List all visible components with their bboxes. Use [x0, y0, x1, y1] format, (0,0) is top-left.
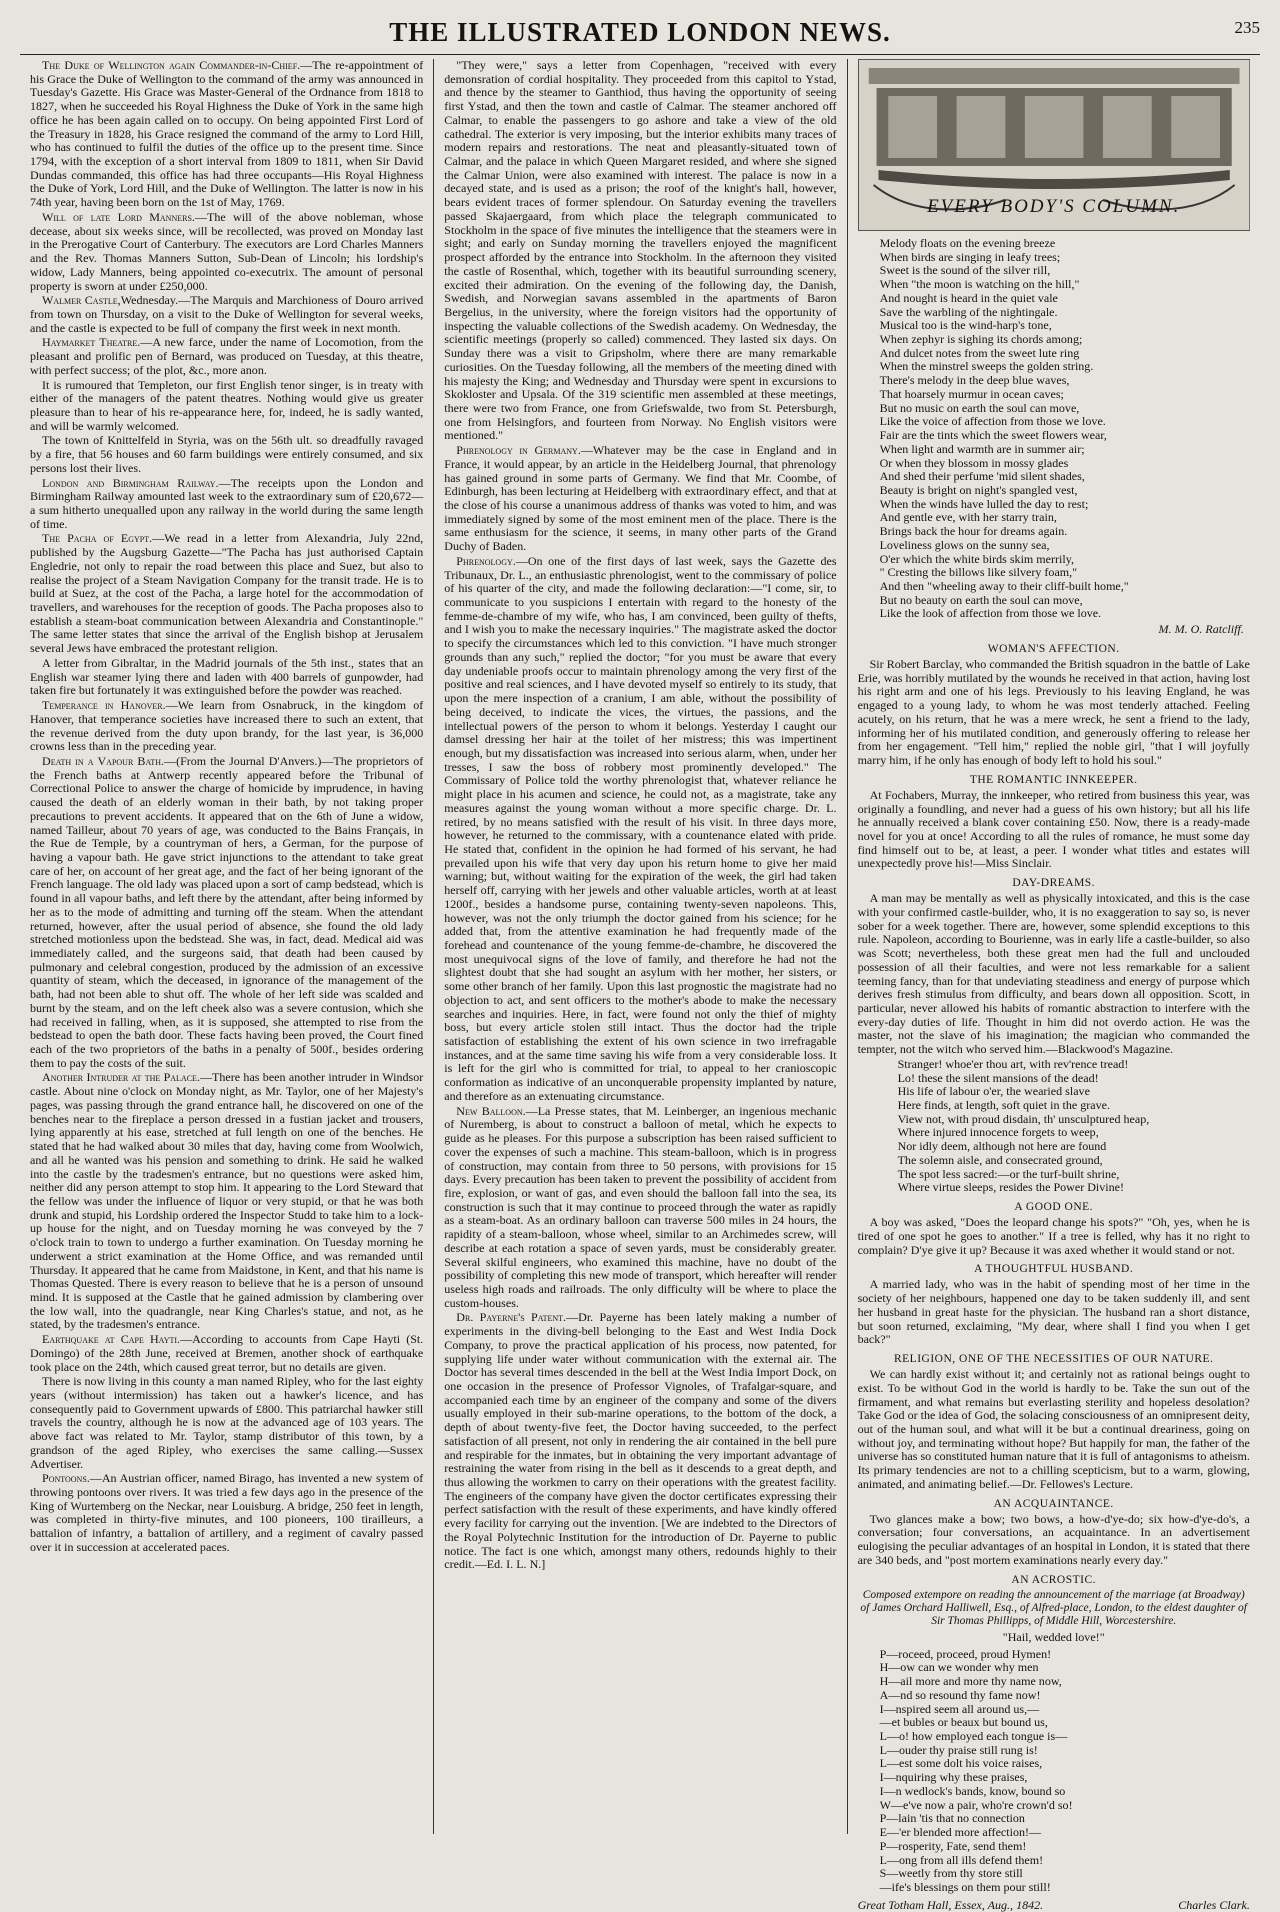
- section-title: AN ACQUAINTANCE.: [993, 1497, 1114, 1510]
- sections-group-1: [858, 643, 1250, 1057]
- article-heading: Haymarket Theatre.: [42, 335, 141, 350]
- article-body: "They were," says a letter from Copenhagen, "received with every demonsration of cordial hospitality. They proceeded from this capitol to Ystad, and thence by the steamer to Ganthiod, thus having the opportunity of seeing first Ystad, and then the town and castle of Calmar. The steamer anchored off Calmar, to enable the passengers to go ashore and take a view of the old cathedral. The exterior is very imposing, but the interior exhibits many traces of modern repairs and restorations. The neat and pleasantly-situated town of Calmar, and the palace in which Queen Margaret resided, and where she signed the Calmar Union, were also examined with interest. The palace is now in a decayed state, and is used as a prison; the roof of the knight's hall, however, bears evident traces of former splendour. On Saturday evening the travellers passed Skajaergaard, from which place the telegraph communicated to Stockholm in the space of five minutes the intelligence that the steamers were in sight; and early on Sunday morning the travellers enjoyed the magnificent prospect afforded by the entrance into Stockholm. In the afternoon they visited the castle of Rosenthal, which, together with its beautiful surrounding scenery, excited their admiration. On the evening of the following day, the Danish, Swedish, and Norwegian savans assembled in the apartments of Baron Bergelius, in the university, where the foreign visitors had the opportunity of inspecting the valuable collections of the Swedish academy. On Wednesday, the scientific meetings (properly so called) commenced. They lasted six days. On Sunday there was a visit to Gripsholm, where there are many remarkable curiosities. On the Tuesday following, all the members of the meeting dined with his majesty the King; and Wednesday and Thursday were spent in excursions to Skokloster and Upsala. Of the 319 scientific men assembled at these meetings, there were two from France, one from Griefswalde, two from St. Petersburgh, one from Helsingfors, and fourteen from Norway. No English visitors were mentioned.": [444, 58, 837, 443]
- poem-line: E—'er blended more affection!—: [879, 1825, 1042, 1840]
- masthead: [20, 14, 1260, 55]
- poem-line: Or when they blossom in mossy glades: [879, 455, 1069, 470]
- poem-line: And shed their perfume 'mid silent shades,: [879, 469, 1085, 484]
- article-paragraph: [444, 1105, 836, 1311]
- poem-line: Brings back the hour for dreams again.: [879, 524, 1068, 539]
- article-body: A letter from Gibraltar, in the Madrid journals of the 5th inst., states that an English war steamer lying there and laden with 400 barrels of gunpowder, had taken fire but fortunately it was extinguished before the powder was reached.: [30, 655, 424, 698]
- poem-line: Melody floats on the evening breeze: [879, 236, 1056, 250]
- poem-line: " Cresting the billows like silvery foam,": [879, 565, 1078, 580]
- poem-line: Where virtue sleeps, resides the Power Divine!: [897, 1180, 1125, 1195]
- poem-line: Like the look of affection from those we love.: [879, 606, 1102, 621]
- poem-line: When the winds have lulled the day to rest;: [879, 496, 1089, 511]
- article-paragraph: [30, 657, 423, 698]
- newspaper-page: [20, 14, 1260, 1912]
- acrostic-closing: [858, 1899, 1250, 1912]
- article-body: —The will of the above nobleman, whose decease, about six weeks since, will be recollected, was proved on Monday last in the Prerogative Court of Canterbury. The executors are Lord Charles Manners and the Rev. Thomas Manners Sutton, Sub-Dean of Lincoln; his lordship's widow, Lady Manners, being appointed co-executrix. The amount of personal property is sworn at under £250,000.: [30, 209, 424, 293]
- article-paragraph: [444, 555, 836, 1104]
- article-body: —According to accounts from Cape Hayti (St. Domingo) of the 28th June, received at Bremen, another shock of earthquake took place on the 24th, which caused great terror, but no details are given.: [30, 1332, 424, 1374]
- article-heading: London and Birmingham Railway.: [42, 475, 219, 490]
- poem-line: Stranger! whoe'er thou art, with rev'rence tread!: [897, 1056, 1129, 1071]
- every-bodys-column-banner: [858, 59, 1250, 231]
- poem-line: A—nd so resound thy fame now!: [879, 1687, 1041, 1702]
- section-title: THE ROMANTIC INNKEEPER.: [969, 773, 1138, 786]
- poem-line: P—roceed, proceed, proud Hymen!: [879, 1646, 1052, 1661]
- article-heading: Death in a Vapour Bath.: [42, 753, 165, 768]
- poem-line: Lo! these the silent mansions of the dead!: [897, 1070, 1099, 1085]
- poem-line: P—lain 'tis that no connection: [879, 1811, 1025, 1826]
- poem-line: And then "wheeling away to their cliff-built home,": [879, 578, 1129, 593]
- section-title: AN ACROSTIC.: [1011, 1573, 1096, 1586]
- article-body: There is now living in this county a man named Ripley, who for the last eighty years (without intermission) has taken out a hawker's licence, and has consequently paid to Government upwards of £800. This patriarchal hawker still travels the country, although he is now at the advanced age of 103 years. The above fact was related to Mr. Taylor, stamp distributor of this town, by a grandson of the aged Ripley, who exercises the same calling.—Sussex Advertiser.: [30, 1374, 424, 1471]
- poem-line: —et bubles or beaux but bound us,: [879, 1715, 1048, 1730]
- article-heading: Earthquake at Cape Hayti.: [42, 1332, 181, 1347]
- section-body: A married lady, who was in the habit of spending most of her time in the society of her neighbours, happened one day to be taken suddenly ill, and sent her husband in great haste for the physician. The husband ran a short distance, but soon returned, exclaiming, "My dear, where shall I find you when I get back?": [857, 1277, 1250, 1347]
- article-heading: Phrenology.: [456, 553, 516, 568]
- columns: [20, 58, 1260, 1912]
- article-body: —We learn from Osnabruck, in the kingdom of Hanover, that temperance societies have increased there to such an extent, that the revenue derived from the duty upon brandy, for the last year, is 36,000 crowns less than in the preceding year.: [30, 698, 424, 754]
- poem-line: L—est some dolt his voice raises,: [879, 1756, 1043, 1771]
- closing-name: Charles Clark.: [1178, 1897, 1250, 1912]
- article-paragraph: [30, 379, 423, 434]
- poem-line: Where injured innocence forgets to weep,: [897, 1125, 1099, 1140]
- poem-line: When birds are singing in leafy trees;: [879, 249, 1061, 264]
- article-heading: Dr. Payerne's Patent.: [456, 1310, 567, 1325]
- acrostic-heading: "Hail, wedded love!": [1002, 1630, 1105, 1645]
- poem-line: H—ail more and more thy name now,: [879, 1674, 1062, 1689]
- poem-line: H—ow can we wonder why men: [879, 1660, 1039, 1675]
- poem-stranger: [858, 1058, 1250, 1195]
- article-heading: Another Intruder at the Palace.: [42, 1070, 200, 1085]
- article-paragraph: [30, 699, 423, 754]
- article-paragraph: [30, 1375, 423, 1471]
- section-body: Two glances make a bow; two bows, a how-d'ye-do; six how-d'ye-do's, a conversation; four conversations, an acquaintance. In an advertisement eulogising the peculiar advantages of an hospital in London, it is stated that there are 340 beds, and "post mortem examinations nearly every day.": [857, 1511, 1250, 1567]
- poem-line: Loveliness glows on the sunny sea,: [879, 537, 1050, 552]
- section-title: RELIGION, ONE OF THE NECESSITIES OF OUR NATURE.: [893, 1353, 1214, 1366]
- article-paragraph: [30, 59, 423, 210]
- article-paragraph: [30, 1071, 423, 1332]
- poem-line: —ife's blessings on them pour still!: [879, 1879, 1051, 1894]
- article-body: Wednesday.—The Marquis and Marchioness of Douro arrived from town on Thursday, on a visit to the Duke of Wellington for several weeks, and the castle is expected to be full of company the first week in next month.: [30, 293, 424, 335]
- poem-line: When "the moon is watching on the hill,": [879, 277, 1080, 292]
- article-body: It is rumoured that Templeton, our first English tenor singer, is in treaty with either of the managers of the patent theatres. Nothing would give us greater pleasure than to hear of his re-appearance here, for, indeed, he is sadly wanted, and will be warmly welcomed.: [30, 377, 424, 433]
- article-body: The town of Knittelfeld in Styria, was on the 56th ult. so dreadfully ravaged by a fire, that 56 houses and 60 farm buildings were entirely consumed, and six persons lost their lives.: [30, 433, 424, 475]
- poem-line: Musical too is the wind-harp's tone,: [879, 318, 1052, 333]
- poem-line: Nor idly deem, although not here are found: [897, 1139, 1107, 1154]
- section-title: DAY-DREAMS.: [1012, 877, 1096, 890]
- poem-line: The solemn aisle, and consecrated ground,: [897, 1152, 1103, 1167]
- poem-line: L—ouder thy praise still rung is!: [879, 1742, 1038, 1757]
- section-body: Sir Robert Barclay, who commanded the British squadron in the battle of Lake Erie, was horribly mutilated by the wounds he received in that action, having lost his right arm and one of his legs. Previously to his leaving England, he was engaged to a young lady, to whom he was most tenderly attached. Feeling acutely, on his return, that he was a mere wreck, he sent a friend to the lady, informing her of his mutilated condition, and generously offering to release her from her engagement. "Tell him," replied the noble girl, "that I will joyfully marry him, if he only has enough of body left to hold his soul.": [857, 656, 1250, 767]
- banner-title: EVERY BODY'S COLUMN.: [927, 196, 1181, 218]
- article-body: —An Austrian officer, named Birago, has invented a new system of throwing pontoons over rivers. It was tried a few days ago in the presence of the King of Wurtemberg on the Neckar, near Louisburg. A bridge, 250 feet in length, was completed in thirty-five minutes, and 100 pioneers, 100 tirailleurs, a battalion of infantry, a battalion of artillery, and a regiment of cavalry passed over it in succession at accelerated paces.: [30, 1471, 424, 1554]
- column-3: [847, 59, 1260, 1912]
- poem-line: L—ong from all ills defend them!: [879, 1852, 1044, 1867]
- poem-line: L—o! how employed each tongue is—: [879, 1729, 1068, 1744]
- section-title: WOMAN'S AFFECTION.: [987, 642, 1120, 655]
- poem-line: But no beauty on earth the soul can move,: [879, 592, 1083, 607]
- article-body: —Whatever may be the case in England and in France, it would appear, by an article in the Heidelberg Journal, that phrenology has gained ground in some parts of Germany. We find that Mr. Coombe, of Edinburgh, has been lecturing at Heidelberg with extraordinary effect, and that at the close of his course a unanimous address of thanks was voted to him, and was immediately signed by some of the most eminent men of the place. There is the same enthusiasm for the science, it seems, in many other parts of the Grand Duchy of Baden.: [444, 443, 837, 554]
- poem-line: I—n wedlock's bands, know, bound so: [879, 1783, 1066, 1798]
- poem-line: Beauty is bright on night's spangled vest,: [879, 482, 1078, 497]
- section-title: A THOUGHTFUL HUSBAND.: [974, 1263, 1134, 1276]
- poem-line: I—nquiring why these praises,: [879, 1770, 1028, 1785]
- poem-line: Save the warbling of the nightingale.: [879, 304, 1058, 319]
- column-1: [20, 59, 433, 1834]
- poem-line: When light and warmth are in summer air;: [879, 441, 1085, 456]
- acrostic-intro: Composed extempore on reading the announcement of the marriage (at Broadway) of James Orchard Halliwell, Esq., of Alfred-place, London, to the eldest daughter of Sir Thomas Phillipps, of Middle Hill, Worcestershire.: [860, 1588, 1247, 1627]
- article-paragraph: [30, 211, 423, 293]
- article-heading: Temperance in Hanover.: [42, 698, 166, 713]
- poem-melody: [858, 237, 1250, 621]
- article-paragraph: [30, 755, 423, 1071]
- section-title: A GOOD ONE.: [1014, 1201, 1094, 1214]
- page-number: 235: [1234, 18, 1260, 37]
- article-heading: Phrenology in Germany.: [456, 443, 581, 458]
- article-paragraph: [30, 336, 423, 377]
- article-heading: Will of late Lord Manners.: [42, 209, 195, 224]
- poem-line: When zephyr is sighing its chords among;: [879, 332, 1083, 347]
- poem-line: O'er which the white birds skim merrily,: [879, 551, 1074, 566]
- article-heading: Walmer Castle,: [42, 293, 121, 308]
- poem-line: That hoarsely murmur in ocean caves;: [879, 386, 1064, 401]
- closing-place: Great Totham Hall, Essex, Aug., 1842.: [857, 1897, 1044, 1912]
- poem-line: There's melody in the deep blue waves,: [879, 373, 1070, 388]
- poem-line: I—nspired seem all around us,—: [879, 1701, 1040, 1716]
- poem-line: And dulcet notes from the sweet lute ring: [879, 345, 1080, 360]
- article-paragraph: [444, 59, 836, 443]
- poem-line: And gentle eve, with her starry train,: [879, 510, 1057, 525]
- section-body: We can hardly exist without it; and certainly not as rational beings ought to exist. To be without God in the world is hardly to be. Take the sun out of the firmament, and what remains but everlasting sterility and hopeless desolation? Take God or the idea of God, the solacing consciousness of an omnipresent deity, out of the human soul, and what will it be but a continual dreariness, going on without joy, and terminating without hope? But happily for man, the father of the universe has so constituted human nature that it is full of antagonisms to atheism. Its primary tendencies are not to a chilling scepticism, but to a warm, glowing, animated, and animating belief.—Dr. Fellowes's Lecture.: [857, 1367, 1250, 1491]
- section-body: At Fochabers, Murray, the innkeeper, who retired from business this year, was originally a foundling, and never had a guess of his own history; but all his life he annually received a blank cover containing £50. Now, there is a ready-made novel for you at once! According to all the rules of romance, he must some day find himself out to be, at least, a peer. I wonder what titles and estates will unexpectedly prove his!—Miss Sinclair.: [857, 787, 1250, 871]
- article-body: —La Presse states, that M. Leinberger, an ingenious mechanic of Nuremberg, is about to construct a balloon of metal, which he expects to guide as he pleases. For this purpose a subscription has been raised sufficient to cover the expenses of such a machine. This steam-balloon, which is in progress of construction, may contain from three to 50 persons, with provisions for 15 days. Every precaution has been taken to prevent the possibility of accident from fire, explosion, or want of gas, and even should the balloon fall into the sea, its construction is such that it may continue to proceed through the water as rapidly as a steam-boat. As an ordinary balloon can traverse 500 miles in 24 hours, the rapidity of a steam-balloon, whose wheel, similar to an Archimedes screw, will describe at each rotation a space of seven yards, must be considerably greater. Several skilful engineers, who examined this machine, have no doubt of the possibility of completing this new mode of transport, which hereafter will render useless high roads and railroads. The only difficulty will be where to place the custom-houses.: [444, 1103, 837, 1310]
- article-paragraph: [30, 294, 423, 335]
- article-heading: The Duke of Wellington again Commander-in-Chief.: [42, 58, 301, 72]
- poem-line: Sweet is the sound of the silver rill,: [879, 263, 1051, 278]
- article-heading: New Balloon.: [456, 1103, 526, 1118]
- poem-line: But no music on earth the soul can move,: [879, 400, 1080, 415]
- article-paragraph: [444, 444, 836, 554]
- column-2: [433, 59, 846, 1834]
- poem-line: And nought is heard in the quiet vale: [879, 290, 1058, 305]
- article-paragraph: [30, 532, 423, 655]
- article-body: —There has been another intruder in Windsor castle. About nine o'clock on Monday night, as Mr. Taylor, one of her Majesty's pages, was passing through the grand entrance hall, he discovered on one of the benches near to the fireplace a person dressed in a fustian jacket and trousers, lying apparently at his ease, stretched at full length on one of the benches. He stated that he had walked about 30 miles that day, having come from Woolwich, and all he wanted was his pension and something to drink. He said he walked into the castle by the tradesmen's entrance, but no questions were asked him, neither did any person attempt to stop him. It appearing to the Lord Steward that the fellow was under the influence of liquor or very stupid, or that he was both drunk and stupid, his Lordship ordered the Inspector Studd to take him to a lock-up house for the night, and on Tuesday morning he was conveyed by the 7 o'clock train to town to undergo a further examination. On Tuesday morning he underwent a strict examination at the Home Office, and was remanded until Thursday. It appeared that he came from Maidstone, in Kent, and that his name is Thomas Quested. There is every reason to believe that he is a person of unsound mind. It is supposed at the Castle that he gained admission by clambering over the low wall, into the quadrangle, near King Charles's statue, and not, as he stated, by the tradesmen's entrance.: [30, 1070, 424, 1332]
- poem-line: P—rosperity, Fate, send them!: [879, 1838, 1027, 1853]
- poem-line: View not, with proud disdain, th' unsculptured heap,: [897, 1111, 1150, 1126]
- article-heading: Pontoons.: [42, 1471, 90, 1486]
- acrostic-poem: [858, 1648, 1250, 1895]
- article-body: —(From the Journal D'Anvers.)—The proprietors of the French baths at Antwerp recently appeared before the Tribunal of Correctional Police to answer the charge of homicide by imprudence, in having caused the death of an elderly woman in their bath, by not taking proper precautions to prevent accidents. It appeared that on the 6th of June a widow, named Tailleur, about 70 years of age, was conducted to the Bains Français, in the Rue de Temple, by a countryman of hers, a German, for the purpose of having a vapour bath. He gave strict injunctions to the attendant to take great care of her, on account of her great age, and the fact of her being ignorant of the French language. The old lady was placed upon a sort of camp bedstead, which is found in all vapour baths, and left there by the attendant, after being informed by her as to the mode of admitting and turning off the steam. When the attendant returned, however, after the usual period of absence, she found the old lady stretched motionless upon the bedstead. She was, in fact, dead. Medical aid was immediately called, and the surgeons said, that death had been caused by pulmonary and celebral congestion, produced by the admission of an excessive quantity of steam, which the deceased, in ignorance of the management of the bath, had not been able to shut off. The whole of her left side was scalded and burnt by the steam, and on the left cheek also was a severe contusion, which she had received in falling, when, as it is supposed, she attempted to rise from the bedstead to open the bath door. These facts having been proved, the Court fined each of the two proprietors of the baths in a penalty of 500f., besides ordering them to pay the costs of the suit.: [30, 753, 424, 1070]
- poem-line: When the minstrel sweeps the golden string.: [879, 359, 1094, 374]
- article-paragraph: [30, 1333, 423, 1374]
- poem-line: Like the voice of affection from those we love.: [879, 414, 1106, 429]
- section-body: A boy was asked, "Does the leopard change his spots?" "Oh, yes, when he is tired of one spot he goes to another." If a tree is felled, why has it no right to complain? D'ye give it up? Because it was axed whether it would stand or not.: [857, 1215, 1250, 1257]
- poem-signature: M. M. O. Ratcliff.: [1158, 622, 1244, 637]
- article-body: —A new farce, under the name of Locomotion, from the pleasant and prolific pen of Bernard, was produced on Tuesday, at this theatre, with perfect success; of the plot, &c., more anon.: [30, 335, 424, 377]
- article-paragraph: [30, 1472, 423, 1554]
- sections-group-2: [858, 1201, 1250, 1587]
- article-paragraph: [30, 434, 423, 475]
- poem-line: Fair are the tints which the sweet flowers wear,: [879, 428, 1107, 443]
- article-body: —We read in a letter from Alexandria, July 22nd, published by the Augsburg Gazette—"The Pacha has just authorised Captain Engledrie, not only to repair the road between this place and Suez, but also to realise the project of a Steam Navigation Company for the transit trade. He is to build at Suez, at the cost of the Pacha, a large hotel for the accommodation of travellers, and warehouses for the reception of goods. The Pacha proposes also to establish a steam-boat communication between Alexandria and Constantinople." The same letter states that since the arrival of the English bishop at Jerusalem several Jews have embraced the protestant religion.: [30, 531, 424, 656]
- article-body: —The re-appointment of his Grace the Duke of Wellington to the command of the army was announced in Tuesday's Gazette. His Grace was Master-General of the Ordnance from 1818 to 1827, when he succeeded his Royal Highness the Duke of York in the same high office he has been again called on to occupy. On being appointed First Lord of the Treasury in 1828, his Grace resigned the command of the army to Lord Hill, who has continued to fulfil the duties of the office up to the present time. Since 1794, with the exception of a short interval from 1809 to 1811, when Sir David Dundas commanded, this office has had three occupants—His Royal Highness the Duke of York, Lord Hill, and the Duke of Wellington. The latter is now in his 74th year, having been born on the 1st of May, 1769.: [30, 58, 424, 210]
- poem-line: S—weetly from thy store still: [879, 1866, 1023, 1881]
- poem-line: The spot less sacred:—or the turf-built shrine,: [897, 1166, 1120, 1181]
- article-body: —The receipts upon the London and Birmingham Railway amounted last week to the extraordinary sum of £20,672—a sum hitherto unequalled upon any railway in the world during the same length of time.: [30, 475, 424, 531]
- poem-line: Here finds, at length, soft quiet in the grave.: [897, 1098, 1110, 1113]
- poem-line: W—e've now a pair, who're crown'd so!: [879, 1797, 1073, 1812]
- section-body: A man may be mentally as well as physically intoxicated, and this is the case with your confirmed castle-builder, who, it is no exaggeration to say so, is never sober for a week together. There are, however, some splendid exceptions to this rule. Napoleon, according to Bourienne, was in early life a castle-builder, so also was Scott; nevertheless, both these great men had the full and unclouded possession of all their faculties, and were not less remarkable for a salient teeming fancy, than for that undeviating steadiness and energy of purpose which derives fresh stimulus from difficulty, and bears down all opposition. Scott, in particular, never allowed his habits of romantic abstraction to interfere with the every-day duties of life. Thought in him did not overdo action. He was the master, not the slave of his imagination; the magician who commanded the tempter, not the witch who served him.—Blackwood's Magazine.: [857, 891, 1250, 1057]
- article-body: —Dr. Payerne has been lately making a number of experiments in the diving-bell belonging to the East and West India Dock Company, to prove the practical application of his process, now patented, for supplying life under water without communication with the external air. The Doctor has several times descended in the bell at the West India Import Dock, on one occasion in the presence of Professor Vignoles, of Trafalgar-square, and accompanied each time by an engineer of the company and some of the divers usually employed in their sub-marine operations, to the bottom of the dock, a depth of about twenty-five feet, the Doctor having succeeded, to the perfect satisfaction of all present, not only in rendering the air contained in the bell pure and respirable for the inmates, but in obtaining the very important advantage of restraining the water from rising in the bell as it descends to a great depth, and thus allowing the workmen to carry on their operations with the greatest facility. The engineers of the company have given the doctor certificates expressing their perfect satisfaction with the result of these experiments, and have kindly offered every facility for carrying out the invention. [We are indebted to the Directors of the Royal Polytechnic Institution for the introduction of Dr. Payerne to public notice. The fact is one which, amongst many others, redounds highly to their credit.—Ed. I. L. N.]: [444, 1310, 837, 1572]
- article-paragraph: [30, 477, 423, 532]
- article-heading: The Pacha of Egypt.: [42, 531, 153, 546]
- newspaper-title: THE ILLUSTRATED LONDON NEWS.: [389, 17, 891, 47]
- article-body: —On one of the first days of last week, says the Gazette des Tribunaux, Dr. L., an enthusiastic phrenologist, went to the commissary of police of his quarter of the city, and made the following declaration:—"I come, sir, to communicate to you suspicions I entertain with regard to the honesty of the femme-de-chambre of my wife, who has, I am convinced, been guilty of thefts, and I wish you to make the necessary inquiries." The magistrate asked the doctor to specify the circumstances which led to this conviction. "I have much stronger grounds than any such," replied the doctor; "for you must be aware that every day undeniable proofs occur to maintain phrenology among the very first of the positive and real sciences, and I have devoted myself so entirely to its study, that upon the mere inspection of a cranium, I am able, without the possibility of being deceived, to indicate the vices, the virtues, the passions, and the intellectual powers of the person to whom it belongs. Yesterday I caught our damsel dressing her hair at the toilet of her mistress; this was impertinent enough, but my dissatisfaction was increased into serious alarm, when, under her tresses, I saw the boss of robbery most prominently developed." The Commissary of Police told the worthy phrenologist that, whatever reliance he might place in his acumen and science, he could not, as a magistrate, take any measures against the young woman without a more specific charge. Dr. L. retired, by no means satisfied with the result of his visit. In three days more, however, he returned to the commissary, with a countenance elated with pride. He stated that, confident in the opinion he had formed of his servant, he had prevailed upon his wife that very day upon his return home to give her maid warning; but, without waiting for the expiration of the week, the girl had taken herself off, carrying with her jewels and other valuable articles, worth at at least 1200f., besides a handsome purse, containing twenty-seven napoleons. This, however, was not the only triumph the doctor gained from his science; for he added that, from the attentive examination he had frequently made of the forehead and countenance of the young femme-de-chambre, he discovered the most unequivocal signs of the love of family, and therefore he had not the slightest doubt that she had sought an asylum with her mother, her sisters, or some other branch of her family. Upon this last prognostic the magistrate had no objection to act, and sent officers to the mother's abode to make the necessary searches and inquiries. Here, in fact, were found not only the thief of mighty boss, but every article stolen still intact. Thus the doctor had the triple satisfaction of establishing the extent of his own science in two irrefragable instances, and at the same time saving his wife from a very considerable loss. It is left for the girl who is committed for trial, to appeal to her cranioscopic conformation as indicative of an unconquerable propensity implanted by nature, and therefore as an extenuating circumstance.: [444, 553, 837, 1103]
- poem-line: His life of labour o'er, the wearied slave: [897, 1084, 1090, 1099]
- article-paragraph: [444, 1311, 836, 1572]
